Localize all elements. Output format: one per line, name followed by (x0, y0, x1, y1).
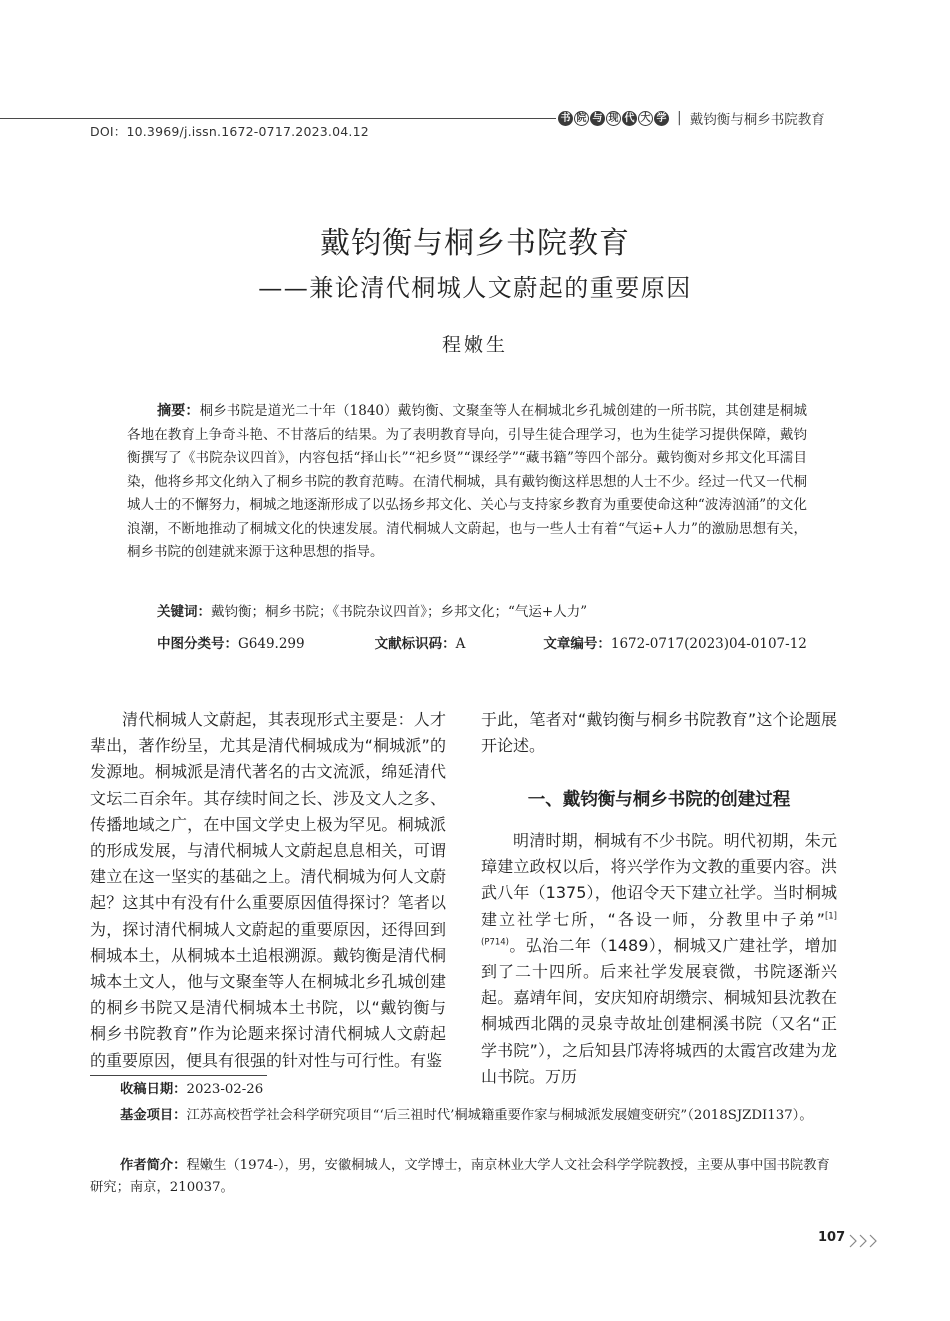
journal-series-logo (558, 111, 669, 126)
article-author: 程嫩生 (441, 334, 508, 356)
received-value: 2023-02-26 (186, 1082, 264, 1097)
abstract (127, 400, 807, 565)
abstract-label: 摘要： (157, 403, 200, 419)
footnote-received (120, 1079, 263, 1101)
series-char: 代 (622, 111, 637, 126)
classification-line (157, 632, 807, 652)
series-char: 大 (638, 111, 653, 126)
section-heading: 一、戴钧衡与桐乡书院的创建过程 (527, 790, 791, 810)
abstract-text: 桐乡书院是道光二十年（1840）戴钧衡、文聚奎等人在桐城北乡孔城创建的一所书院，其创建是桐城各地在教育上争奇斗艳、不甘落后的结果。为了表明教育导向，引导生徒合理学习，也为生徒学习提供保障，戴钧衡撰写了《书院杂议四首》，内容包括“择山长”“祀乡贤”“课经学”“藏书籍”等四个部分。戴钧衡对乡邦文化耳濡目染，他将乡邦文化纳入了桐乡书院的教育范畴。在清代桐城，具有戴钧衡这样思想的人士不少。经过一代又一代桐城人士的不懈努力，桐城之地逐渐形成了以弘扬乡邦文化、关心与支持家乡教育为重要使命这种“波涛汹涌”的文化浪潮，不断地推动了桐城文化的快速发展。清代桐城人文蔚起，也与一些人士有着“气运+人力”的激励思想有关，桐乡书院的创建就来源于这种思想的指导。 (127, 403, 807, 560)
fund-value: 江苏高校哲学社会科学研究项目“‘后三祖时代’桐城籍重要作家与桐城派发展嬗变研究”（2018SJZDI137）。 (186, 1108, 813, 1123)
footnote-author (90, 1155, 840, 1199)
article-no-label: 文章编号： (543, 636, 611, 652)
article-no-value: 1672-0717(2023)04-0107-12 (610, 636, 807, 652)
body-left-column (90, 707, 446, 1074)
article-title: 戴钧衡与桐乡书院教育 (320, 226, 630, 261)
footnote-fund (90, 1105, 840, 1127)
page-arrows-icon (848, 1232, 880, 1250)
journal-series-header (558, 106, 825, 130)
author-info-value: 程嫩生（1974-），男，安徽桐城人，文学博士，南京林业大学人文社会科学学院教授，主要从事中国书院教育研究；南京，210037。 (90, 1158, 830, 1195)
keywords (157, 600, 587, 620)
series-char: 与 (590, 111, 605, 126)
body-paragraph-continuation: 于此，笔者对“戴钧衡与桐乡书院教育”这个论题展开论述。 (481, 710, 837, 756)
clc-value: G649.299 (238, 636, 305, 652)
body-paragraph (481, 828, 837, 1090)
clc-label: 中图分类号： (157, 636, 238, 652)
citation-marker: [1](P714) (481, 911, 837, 948)
header-rule (0, 118, 556, 119)
doc-code-value: A (455, 636, 466, 652)
keywords-label: 关键词： (157, 604, 211, 620)
keywords-text: 戴钧衡；桐乡书院；《书院杂议四首》；乡邦文化；“气运+人力” (211, 604, 588, 620)
body-text: 。弘治二年（1489），桐城又广建社学，增加到了二十四所。后来社学发展衰微，书院逐渐兴起。嘉靖年间，安庆知府胡缵宗、桐城知县沈教在桐城西北隅的灵泉寺故址创建桐溪书院（又名“正学书院”），之后知县邝涛将城西的太霞宫改建为龙山书院。万历 (481, 935, 837, 1086)
article-subtitle: ——兼论清代桐城人文蔚起的重要原因 (258, 274, 692, 302)
body-paragraph: 清代桐城人文蔚起，其表现形式主要是：人才辈出，著作纷呈，尤其是清代桐城成为“桐城派”的发源地。桐城派是清代著名的古文流派，绵延清代文坛二百余年。其存续时间之长、涉及文人之多、传播地域之广，在中国文学史上极为罕见。桐城派的形成发展，与清代桐城人文蔚起息息相关，可谓建立在这一坚实的基础之上。清代桐城为何人文蔚起？这其中有没有什么重要原因值得探讨？笔者以为，探讨清代桐城人文蔚起的重要原因，还得回到桐城本土，从桐城本土追根溯源。戴钧衡是清代桐城本土文人，他与文聚奎等人在桐城北乡孔城创建的桐乡书院又是清代桐城本土书院，以“戴钧衡与桐乡书院教育”作为论题来探讨清代桐城人文蔚起的重要原因，便具有很强的针对性与可行性。有鉴 (90, 710, 446, 1070)
series-char: 学 (654, 111, 669, 126)
body-right-column (481, 828, 837, 1090)
fund-label: 基金项目： (120, 1108, 187, 1123)
received-label: 收稿日期： (120, 1082, 187, 1097)
running-title: 戴钧衡与桐乡书院教育 (689, 112, 825, 128)
header-separator: | (677, 110, 682, 126)
body-text: 明清时期，桐城有不少书院。明代初期，朱元璋建立政权以后，将兴学作为文教的重要内容。洪武八年（1375），他诏令天下建立社学。当时桐城建立社学七所，“各设一师，分教里中子弟” (481, 831, 837, 929)
doc-code-label: 文献标识码： (374, 636, 456, 652)
doi-line: DOI：10.3969/j.issn.1672-0717.2023.04.12 (90, 124, 369, 139)
series-char: 书 (558, 111, 573, 126)
body-right-column-top (481, 707, 837, 759)
series-char: 院 (574, 111, 589, 126)
author-info-label: 作者简介： (120, 1158, 187, 1173)
series-char: 现 (606, 111, 621, 126)
page-number: 107 (818, 1230, 846, 1245)
footnote-rule (90, 1075, 267, 1076)
